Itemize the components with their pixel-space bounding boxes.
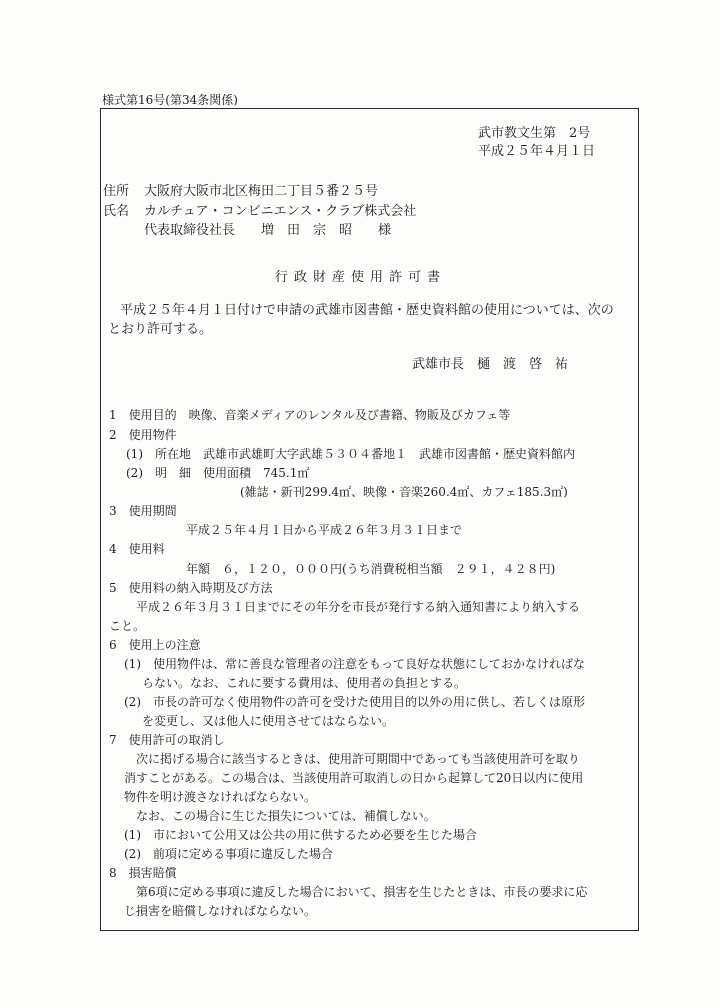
- item-detail-breakdown: (雑誌・新刊299.4㎡、映像・音楽260.4㎡、カフェ185.3㎡): [240, 485, 568, 499]
- item-note-2-line-2: を変更し、又は他人に使用させてはならない。: [142, 714, 395, 728]
- item-damages-line-2: じ損害を賠償しなければならない。: [124, 904, 317, 918]
- item-period-value: 平成２５年４月１日から平成２６年３月３１日まで: [186, 523, 463, 537]
- item-damages-label: 8 損害賠償: [109, 866, 177, 880]
- item-notes-label: 6 使用上の注意: [109, 638, 201, 652]
- item-payment-line-2: こと。: [109, 619, 146, 633]
- document-number: 武市教文生第 2号: [478, 126, 591, 141]
- item-note-2-line-1: (2) 市長の許可なく使用物件の許可を受けた使用目的以外の用に供し、若しくは原形: [124, 695, 586, 709]
- item-fee-label: 4 使用料: [109, 542, 165, 556]
- address-value: 大阪府大阪市北区梅田二丁目５番２５号: [144, 184, 379, 199]
- item-detail: (2) 明 細 使用面積 745.1㎡: [126, 466, 310, 480]
- item-note-1-line-2: らない。なお、これに要する費用は、使用者の負担とする。: [142, 676, 467, 690]
- item-cancel-case-2: (2) 前項に定める事項に違反した場合: [124, 847, 333, 861]
- item-cancel-line-2: 消すことがある。この場合は、当該使用許可取消しの日から起算して20日以内に使用: [124, 771, 584, 785]
- intro-line-2: とおり許可する。: [108, 322, 213, 337]
- item-cancel-line-3: 物件を明け渡さなければならない。: [124, 790, 317, 804]
- item-cancel-line-4: なお、この場合に生じた損失については、補償しない。: [136, 809, 436, 823]
- name-value: カルチュア・コンビニエンス・クラブ株式会社: [144, 204, 417, 219]
- intro-line-1: 平成２５年４月１日付けで申請の武雄市図書館・歴史資料館の使用については、次の: [120, 303, 614, 318]
- item-fee-value: 年額 ６，１２０，０００円(うち消費税相当額 ２９１，４２８円): [186, 562, 556, 576]
- item-purpose: 1 使用目的 映像、音楽メディアのレンタル及び書籍、物販及びカフェ等: [109, 408, 511, 422]
- item-note-1-line-1: (1) 使用物件は、常に善良な管理者の注意をもって良好な状態にしておかなければな: [124, 657, 586, 671]
- item-period-label: 3 使用期間: [109, 504, 177, 518]
- item-damages-line-1: 第6項に定める事項に違反した場合において、損害を生じたときは、市長の要求に応: [136, 885, 588, 899]
- item-cancel-case-1: (1) 市において公用又は公共の用に供するため必要を生じた場合: [124, 828, 478, 842]
- document-date: 平成２５年４月１日: [478, 144, 596, 159]
- item-property: 2 使用物件: [109, 428, 177, 442]
- representative: 代表取締役社長 増 田 宗 昭 様: [144, 223, 392, 238]
- issuer: 武雄市長 樋 渡 啓 祐: [412, 357, 569, 372]
- item-location: (1) 所在地 武雄市武雄町大字武雄５３０４番地１ 武雄市図書館・歴史資料館内: [126, 447, 576, 461]
- item-cancel-label: 7 使用許可の取消し: [109, 733, 225, 747]
- item-payment-label: 5 使用料の納入時期及び方法: [109, 581, 273, 595]
- item-cancel-line-1: 次に掲げる場合に該当するときは、使用許可期間中であっても当該使用許可を取り: [136, 752, 580, 766]
- name-label: 氏名: [103, 204, 130, 219]
- item-payment-line-1: 平成２６年３月３１日までにその年分を市長が発行する納入通知書により納入する: [136, 600, 581, 614]
- address-label: 住所: [103, 184, 130, 199]
- document-title: 行政財産使用許可書: [275, 270, 447, 285]
- form-label: 様式第16号(第34条関係): [102, 93, 238, 107]
